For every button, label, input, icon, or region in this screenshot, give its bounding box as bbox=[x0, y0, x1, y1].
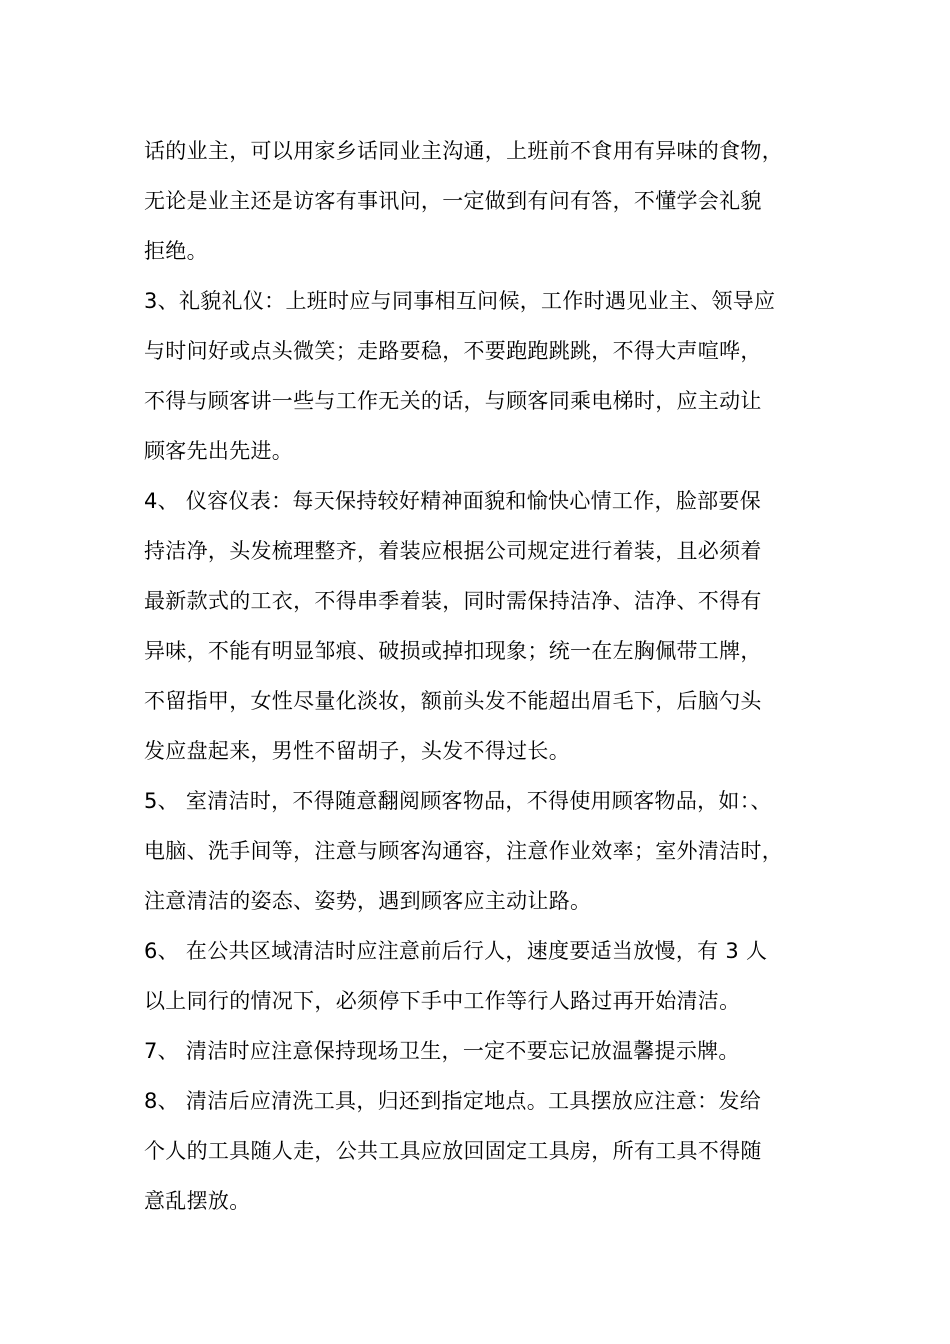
text-line: 个人的工具随人走，公共工具应放回固定工具房，所有工具不得随 bbox=[144, 1139, 762, 1163]
text-line: 无论是业主还是访客有事讯问，一定做到有问有答，不懂学会礼貌 bbox=[144, 189, 762, 213]
text-line: 6、 在公共区域清洁时应注意前后行人，速度要适当放慢，有 3 人 bbox=[144, 939, 768, 963]
text-line: 异味，不能有明显邹痕、破损或掉扣现象；统一在左胸佩带工牌， bbox=[144, 639, 762, 663]
text-line: 顾客先出先进。 bbox=[144, 439, 294, 463]
text-line: 以上同行的情况下，必须停下手中工作等行人路过再开始清洁。 bbox=[144, 989, 741, 1013]
text-line: 5、 室清洁时，不得随意翻阅顾客物品，不得使用顾客物品，如：、 bbox=[144, 789, 772, 813]
text-line: 不留指甲，女性尽量化淡妆，额前头发不能超出眉毛下，后脑勺头 bbox=[144, 689, 762, 713]
text-line: 4、 仪容仪表：每天保持较好精神面貌和愉快心情工作，脸部要保 bbox=[144, 489, 762, 513]
text-line: 注意清洁的姿态、姿势，遇到顾客应主动让路。 bbox=[144, 889, 592, 913]
text-line: 持洁净，头发梳理整齐，着装应根据公司规定进行着装，且必须着 bbox=[144, 539, 762, 563]
text-line: 与时问好或点头微笑；走路要稳，不要跑跑跳跳，不得大声喧哗， bbox=[144, 339, 762, 363]
text-line: 不得与顾客讲一些与工作无关的话，与顾客同乘电梯时，应主动让 bbox=[144, 389, 762, 413]
text-line: 拒绝。 bbox=[144, 239, 208, 263]
text-line: 7、 清洁时应注意保持现场卫生，一定不要忘记放温馨提示牌。 bbox=[144, 1039, 740, 1063]
text-line: 3、礼貌礼仪：上班时应与同事相互问候，工作时遇见业主、领导应 bbox=[144, 289, 776, 313]
document-body bbox=[144, 126, 824, 1226]
text-line: 话的业主，可以用家乡话同业主沟通，上班前不食用有异味的食物， bbox=[144, 139, 783, 163]
text-line: 电脑、洗手间等，注意与顾客沟通容，注意作业效率；室外清洁时， bbox=[144, 839, 783, 863]
text-line: 最新款式的工衣，不得串季着装，同时需保持洁净、洁净、不得有 bbox=[144, 589, 762, 613]
text-line: 发应盘起来，男性不留胡子，头发不得过长。 bbox=[144, 739, 570, 763]
text-line: 意乱摆放。 bbox=[144, 1189, 251, 1213]
text-line: 8、 清洁后应清洗工具，归还到指定地点。工具摆放应注意：发给 bbox=[144, 1089, 762, 1113]
